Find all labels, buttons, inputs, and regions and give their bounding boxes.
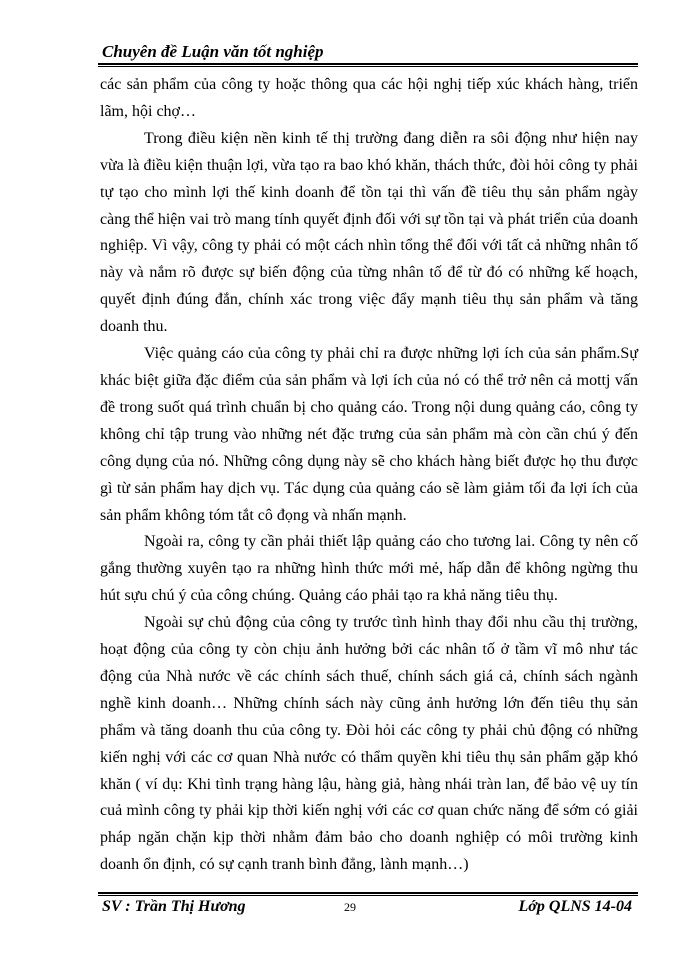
document-header-title: Chuyên đề Luận văn tốt nghiệp — [102, 42, 324, 61]
footer-rule-thick — [98, 892, 638, 894]
header-rule-thin — [98, 66, 638, 67]
page-number: 29 — [344, 900, 356, 914]
paragraph: Ngoài sự chủ động của công ty trước tình hình thay đổi nhu cầu thị trường, hoạt động của công ty còn chịu ảnh hưởng bởi các nhân tố ở tầm vĩ mô như tác động của Nhà nước về các chính sách thuế, chính sách giá cả, chính sách ngành nghề kinh doanh… Những chính sách này cũng ảnh hưởng lớn đến tiêu thụ sản phẩm và tăng doanh thu của công ty. Đòi hỏi các công ty phải chủ động có những kiến nghị với các cơ quan Nhà nước có thẩm quyền khi tiêu thụ sản phẩm gặp khó khăn ( ví dụ: Khi tình trạng hàng lậu, hàng giả, hàng nhái tràn lan, để bảo vệ uy tín cuả mình công ty phải kịp thời kiến nghị với các cơ quan chức năng để sớm có giải pháp ngăn chặn kịp thời nhằm đảm bảo cho doanh nghiệp có môi trường kinh doanh ổn định, có sự cạnh tranh bình đẳng, lành mạnh…) — [100, 614, 638, 874]
footer-student-name: SV : Trần Thị Hương — [102, 898, 246, 915]
footer-class-code: Lớp QLNS 14-04 — [518, 898, 632, 915]
paragraph: Việc quảng cáo của công ty phải chỉ ra được những lợi ích của sản phẩm.Sự khác biệt giữa đặc điểm của sản phẩm và lợi ích của nó có thể trở nên cả mottj vấn đề trong suốt quá trình chuẩn bị cho quảng cáo. Trong nội dung quảng cáo, công ty không chỉ tập trung vào những nét đặc trưng của sản phẩm mà còn cần chú ý đến công dụng của nó. Những công dụng này sẽ cho khách hàng biết được họ thu được gì từ sản phẩm hay dịch vụ. Tác dụng của quảng cáo sẽ làm giảm tối đa lợi ích của sản phẩm không tóm tắt cô đọng và nhấn mạnh. — [100, 345, 638, 524]
paragraph-continued: các sản phẩm của công ty hoặc thông qua các hội nghị tiếp xúc khách hàng, triển lãm, hội chợ… — [100, 76, 638, 120]
header-rule-thick — [98, 63, 638, 65]
paragraph: Trong điều kiện nền kinh tế thị trường đang diễn ra sôi động như hiện nay vừa là điều kiện thuận lợi, vừa tạo ra bao khó khăn, thách thức, đòi hỏi công ty phải tự tạo cho mình lợi thế kinh doanh để tồn tại thì vấn đề tiêu thụ sản phẩm ngày càng thể hiện vai trò mang tính quyết định đối với sự tồn tại và phát triển của doanh nghiệp. Vì vậy, công ty phải có một cách nhìn tổng thể đối với tất cả những nhân tố này và nắm rõ được sự biến động của từng nhân tố để từ đó có những kế hoạch, quyết định đúng đắn, chính xác trong việc đẩy mạnh tiêu thụ sản phẩm và tăng doanh thu. — [100, 129, 638, 336]
footer-rule-thin — [98, 895, 638, 896]
paragraph: Ngoài ra, công ty cần phải thiết lập quảng cáo cho tương lai. Công ty nên cố gắng thường xuyên tạo ra những hình thức mới mẻ, hấp dẫn để không ngừng thu hút sựu chú ý của công chúng. Quảng cáo phải tạo ra khả năng tiêu thụ. — [100, 533, 638, 605]
document-body — [100, 72, 638, 879]
